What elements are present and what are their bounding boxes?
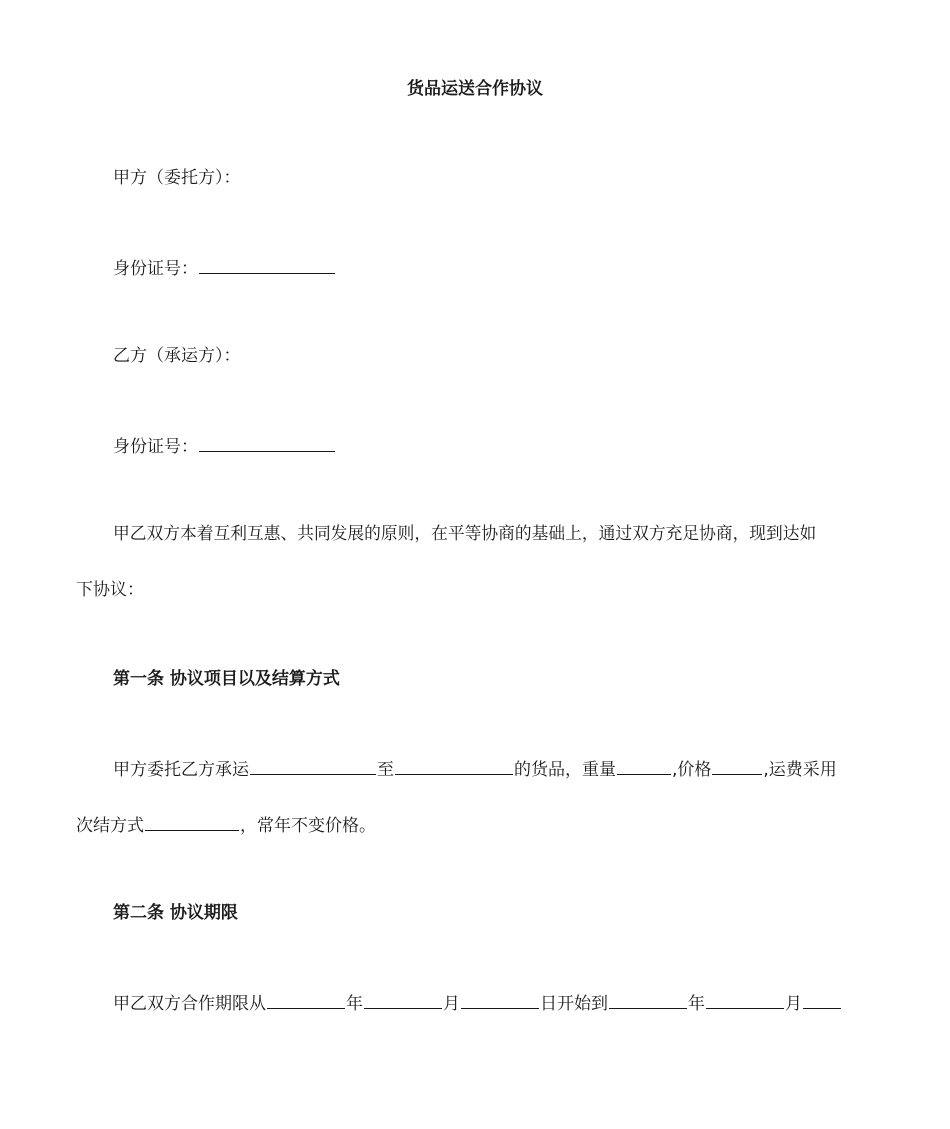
article2-seg4: 日开始到 <box>540 994 608 1014</box>
article1-line2-seg1: 次结方式 <box>76 816 144 836</box>
party-b-label: 乙方（承运方）： <box>113 346 241 366</box>
article2-seg5: 年 <box>688 994 705 1014</box>
document-title: 货品运送合作协议 <box>407 79 543 99</box>
article1-seg2: 至 <box>377 760 394 780</box>
party-a-id-line <box>113 256 336 280</box>
party-a-label: 甲方（委托方）： <box>113 168 241 188</box>
party-a-line <box>113 167 241 189</box>
article2-seg1: 甲乙双方合作期限从 <box>113 994 266 1014</box>
article1-seg1: 甲方委托乙方承运 <box>113 760 249 780</box>
article1-line-2 <box>76 813 376 837</box>
article2-heading-text: 第二条 协议期限 <box>113 903 238 923</box>
party-a-id-label: 身份证号： <box>113 259 198 279</box>
preamble-text-2: 下协议： <box>76 580 144 600</box>
article1-seg5: ,运费采用 <box>763 760 837 780</box>
party-b-line <box>113 345 241 367</box>
article2-seg2: 年 <box>346 994 363 1014</box>
start-month-blank <box>364 991 442 1009</box>
article2-seg6: 月 <box>785 994 802 1014</box>
price-blank <box>712 757 762 775</box>
preamble-line-2 <box>76 579 144 601</box>
article1-seg4: ,价格 <box>672 760 712 780</box>
article1-heading <box>113 668 340 690</box>
article2-line-1 <box>113 991 842 1015</box>
start-day-blank <box>461 991 539 1009</box>
party-a-id-blank <box>199 256 335 274</box>
settlement-blank <box>145 813 239 831</box>
origin-blank <box>250 757 376 775</box>
preamble-line-1 <box>113 523 873 545</box>
start-year-blank <box>267 991 345 1009</box>
article1-seg3: 的货品，重量 <box>514 760 616 780</box>
preamble-text-1: 甲乙双方本着互利互惠、共同发展的原则，在平等协商的基础上，通过双方充足协商，现到达如 <box>113 524 817 544</box>
article1-heading-text: 第一条 协议项目以及结算方式 <box>113 669 340 689</box>
end-day-blank <box>803 991 841 1009</box>
article2-heading <box>113 902 238 924</box>
end-month-blank <box>706 991 784 1009</box>
weight-blank <box>617 757 671 775</box>
party-b-id-line <box>113 434 336 458</box>
article1-line-1 <box>113 757 837 781</box>
party-b-id-blank <box>199 434 335 452</box>
destination-blank <box>395 757 513 775</box>
article2-seg3: 月 <box>443 994 460 1014</box>
party-b-id-label: 身份证号： <box>113 437 198 457</box>
article1-line2-seg2: ，常年不变价格。 <box>240 816 376 836</box>
end-year-blank <box>609 991 687 1009</box>
